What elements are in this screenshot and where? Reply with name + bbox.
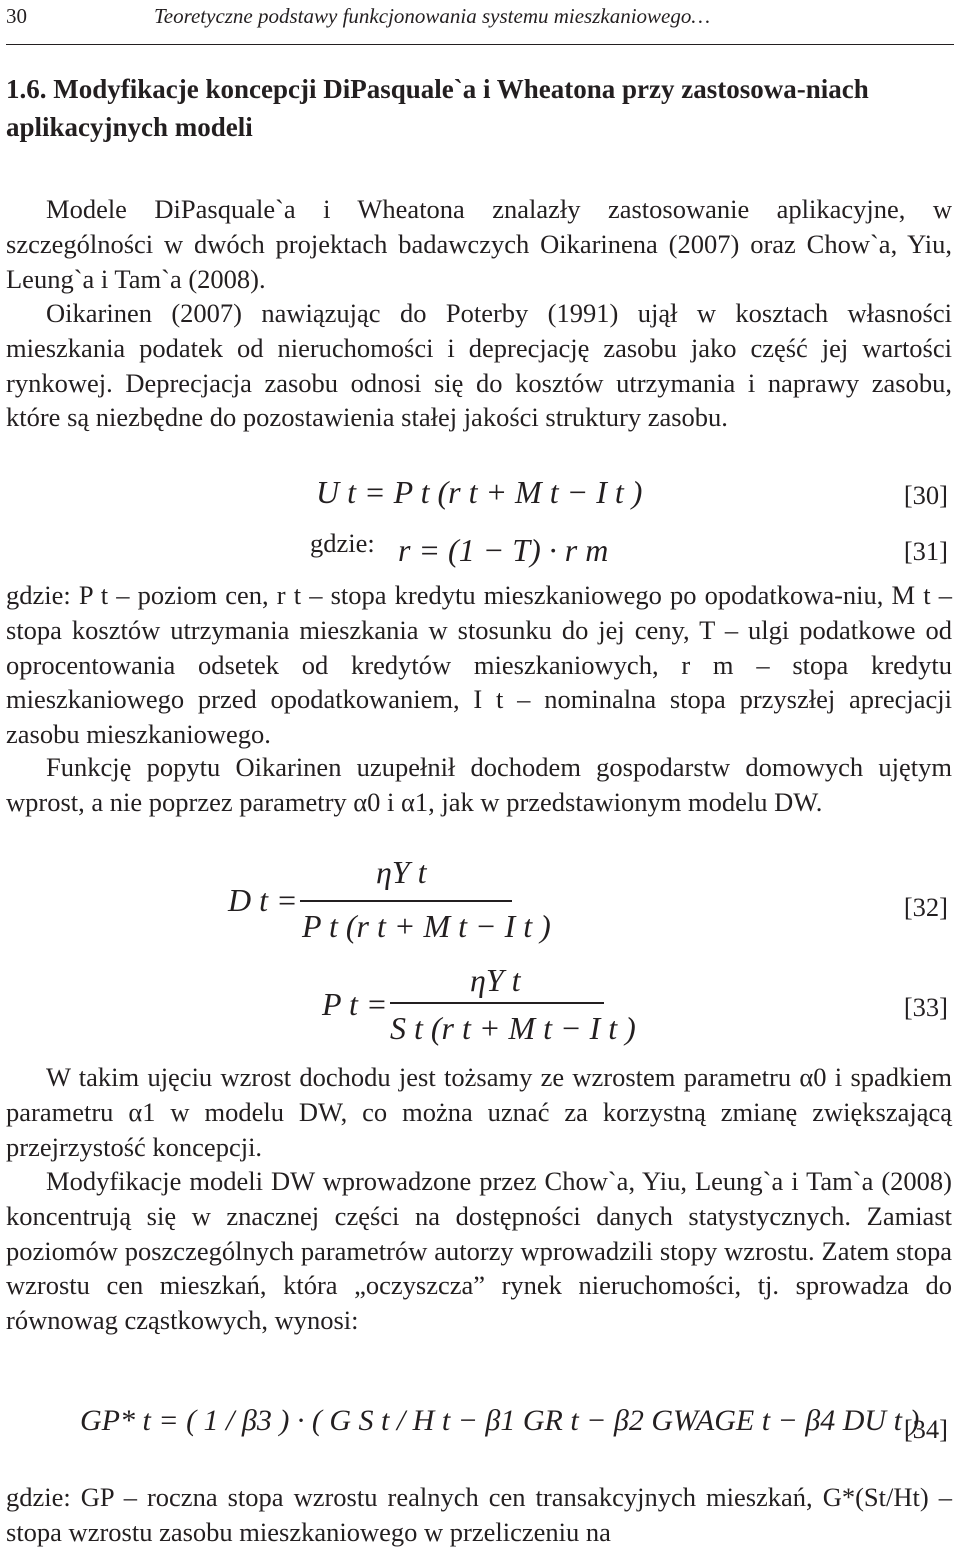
equation-33-number: [33]: [903, 992, 948, 1022]
equation-32: [6, 852, 954, 952]
paragraph-chow: Modyfikacje modeli DW wprowadzone przez Chow`a, Yiu, Leung`a i Tam`a (2008) koncentrują się w znacznej części na dostępności danych statystycznych. Zamiast poziomów poszczególnych parametrów autorzy wprowadzili stopy wzrostu. Zatem stopa wzrostu cen mieszkań, która „oczyszcza” rynek nieruchomości, tj. sprowadza do równowag cząstkowych, wynosi:: [6, 1166, 952, 1336]
equation-33-lhs: P t =: [322, 986, 388, 1022]
paragraph-legend-30: gdzie: P t – poziom cen, r t – stopa kredytu mieszkaniowego po opodatkowa-niu, M t – stopa kosztów utrzymania mieszkania w stosunku do jej ceny, T – ulgi podatkowe od oprocentowania odsetek od kredytów mieszkaniowych, r m – stopa kredytu mieszkaniowego przed opodatkowaniem, I t – nominalna stopa przyszłej aprecjacji zasobu mieszkaniowego.: [6, 580, 952, 750]
paragraph-income: W takim ujęciu wzrost dochodu jest tożsamy ze wzrostem parametru α0 i spadkiem parametru α1 w modelu DW, co można uznać za korzystną zmianę zwiększającą przejrzystość koncepcji.: [6, 1062, 952, 1162]
paragraph-legend-34: gdzie: GP – roczna stopa wzrostu realnych cen transakcyjnych mieszkań, G*(St/Ht) – stopa wzrostu zasobu mieszkaniowego w przeliczeniu na: [6, 1482, 952, 1547]
equation-34-number: [34]: [903, 1414, 948, 1444]
equation-31: [6, 526, 954, 576]
equation-32-number: [32]: [903, 892, 948, 922]
paragraph-intro: Modele DiPasquale`a i Wheatona znalazły zastosowanie aplikacyjne, w szczególności w dwóch projektach badawczych Oikarinena (2007) oraz Chow`a, Yiu, Leung`a i Tam`a (2008).: [6, 194, 952, 294]
equation-33-denominator: S t (r t + M t − I t ): [390, 1010, 636, 1046]
equation-31-prefix: gdzie:: [310, 528, 375, 558]
paragraph-oikarinen: Oikarinen (2007) nawiązując do Poterby (1991) ujął w kosztach własności mieszkania podatek od nieruchomości i deprecjację zasobu jako część jej wartości rynkowej. Deprecjacja zasobu odnosi się do kosztów utrzymania i naprawy zasobu, które są niezbędne do pozostawienia stałej jakości struktury zasobu.: [6, 298, 952, 433]
equation-30-number: [30]: [903, 480, 948, 510]
equation-32-fraction-bar: [300, 900, 512, 902]
equation-34: [6, 1382, 954, 1472]
section-heading: 1.6. Modyfikacje koncepcji DiPasquale`a i Wheatona przy zastosowa-niach aplikacyjnych modeli: [6, 74, 869, 142]
equation-34-body: GP* t = ( 1 / β3 ) · ( G S t / H t − β1 GR t − β2 GWAGE t − β4 DU t ): [80, 1404, 920, 1437]
equation-31-body: r = (1 − T) · r m: [398, 532, 609, 568]
page-header: [6, 0, 954, 45]
equation-32-denominator: P t (r t + M t − I t ): [302, 908, 551, 944]
equation-33-fraction-bar: [390, 1002, 604, 1004]
equation-32-numerator: ηY t: [376, 854, 427, 890]
equation-33: [6, 960, 954, 1060]
equation-33-numerator: ηY t: [470, 962, 521, 998]
equation-30: [6, 470, 954, 520]
paragraph-demand: Funkcję popytu Oikarinen uzupełnił dochodem gospodarstw domowych ujętym wprost, a nie poprzez parametry α0 i α1, jak w przedstawionym modelu DW.: [6, 752, 952, 817]
page-number: 30: [6, 4, 27, 28]
equation-32-lhs: D t =: [228, 882, 298, 918]
running-title: Teoretyczne podstawy funkcjonowania systemu mieszkaniowego…: [154, 4, 711, 28]
equation-30-body: U t = P t (r t + M t − I t ): [316, 474, 643, 510]
equation-31-number: [31]: [903, 536, 948, 566]
